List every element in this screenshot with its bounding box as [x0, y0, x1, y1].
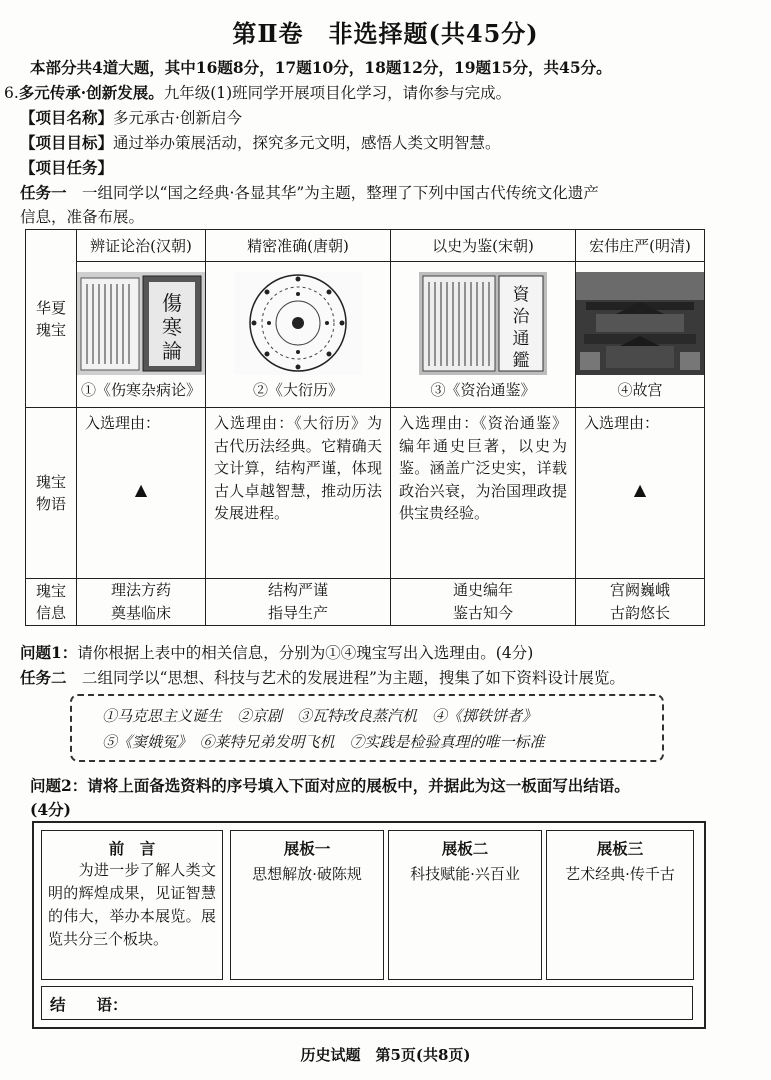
zizhi-tongjian-image	[419, 272, 547, 375]
info-cell-4: 宫阙巍峨 古韵悠长	[576, 579, 705, 626]
treasure-cell-4	[576, 262, 705, 408]
heritage-table	[25, 229, 705, 626]
materials-row-1: ①马克思主义诞生 ②京剧 ③瓦特改良蒸汽机 ④《掷铁饼者》	[102, 707, 538, 725]
preface-board	[41, 830, 223, 980]
shanghan-book-image	[77, 272, 205, 375]
project-goal: 【项目目标】通过举办策展活动，探究多元文明，感悟人类文明智慧。	[20, 133, 501, 152]
caption-dayan: ②《大衍历》	[252, 381, 343, 399]
board-3[interactable]	[546, 830, 694, 980]
info-cell-3: 通史编年 鉴古知今	[391, 579, 576, 626]
svg-text:鑑: 鑑	[512, 351, 530, 371]
board-3-subtitle: 艺术经典·传千古	[565, 865, 675, 883]
board-1-title: 展板一	[283, 839, 331, 858]
preface-text: 为进一步了解人类文明的辉煌成果，见证智慧的伟大，举办本展览。展览共分三个板块。	[48, 861, 216, 948]
svg-text:通: 通	[512, 329, 530, 349]
reason-cell-1: 入选理由： ▲	[77, 408, 206, 579]
info-cell-2: 结构严谨 指导生产	[206, 579, 391, 626]
question-1: 问题1：请你根据上表中的相关信息，分别为①④瑰宝写出入选理由。(4分)	[20, 643, 534, 662]
reason-cell-2: 入选理由：《大衍历》为古代历法经典。它精确天文计算，结构严谨，体现古人卓越智慧，推动历法发展进程。	[206, 408, 391, 579]
treasure-cell-3	[391, 262, 576, 408]
caption-gugong: ④故宫	[617, 381, 663, 399]
shanghan-img-text: 傷	[162, 291, 182, 315]
task1-text: 任务一 一组同学以“国之经典·各显其华”为主题，整理了下列中国古代传统文化遗产	[20, 183, 599, 202]
svg-text:資: 資	[512, 285, 530, 305]
task2-text: 任务二 二组同学以“思想、科技与艺术的发展进程”为主题，搜集了如下资料设计展览。	[20, 668, 625, 687]
section-title: 第Ⅱ卷 非选择题(共45分)	[232, 19, 539, 48]
row-head-story: 瑰宝物语	[26, 408, 77, 579]
svg-text:論: 論	[162, 339, 182, 363]
svg-text:治: 治	[512, 307, 530, 327]
board-1[interactable]	[230, 830, 384, 980]
board-2-title: 展板二	[441, 839, 489, 858]
materials-row-2: ⑤《窦娥冤》 ⑥莱特兄弟发明飞机 ⑦实践是检验真理的唯一标准	[102, 733, 545, 751]
page-footer: 历史试题 第5页(共8页)	[300, 1046, 471, 1064]
row-head-treasure: 华夏瑰宝	[26, 230, 77, 408]
section-intro: 本部分共4道大题，其中16题8分，17题10分，18题12分，19题15分，共45分。	[30, 58, 612, 77]
forbidden-city-image	[576, 272, 704, 375]
board-2-subtitle: 科技赋能·兴百业	[410, 865, 520, 883]
preface-title: 前 言	[108, 839, 156, 858]
project-tasks-label: 【项目任务】	[20, 158, 114, 177]
question-16-stem: 6.多元传承·创新发展。九年级(1)班同学开展项目化学习，请你参与完成。	[4, 83, 512, 102]
project-name: 【项目名称】多元承古·创新启今	[20, 108, 242, 127]
caption-shanghan: ①《伤寒杂病论》	[80, 381, 201, 399]
caption-zizhi: ③《资治通鉴》	[430, 381, 536, 399]
question-2-score: (4分)	[30, 800, 71, 819]
task1-text-cont: 信息，准备布展。	[20, 208, 145, 226]
conclusion-field[interactable]	[41, 986, 693, 1020]
board-2[interactable]	[388, 830, 542, 980]
treasure-cell-2	[206, 262, 391, 408]
col-header-tang: 精密准确(唐朝)	[206, 230, 391, 262]
col-header-mingqing: 宏伟庄严(明清)	[576, 230, 705, 262]
dayan-calendar-image	[234, 272, 362, 375]
col-header-song: 以史为鉴(宋朝)	[391, 230, 576, 262]
question-2: 问题2：请将上面备选资料的序号填入下面对应的展板中，并据此为这一板面写出结语。	[30, 776, 630, 795]
reason-cell-4: 入选理由： ▲	[576, 408, 705, 579]
col-header-han: 辨证论治(汉朝)	[77, 230, 206, 262]
materials-box	[70, 694, 664, 762]
conclusion-label: 结 语：	[50, 995, 128, 1014]
answer-blank-1: ▲	[134, 479, 148, 499]
svg-text:寒: 寒	[162, 315, 182, 339]
row-head-info: 瑰宝信息	[26, 579, 77, 626]
board-3-title: 展板三	[596, 839, 644, 858]
treasure-cell-1	[77, 262, 206, 408]
reason-cell-3: 入选理由：《资治通鉴》编年通史巨著，以史为鉴。涵盖广泛史实，详载政治兴衰，为治国理政提供宝贵经验。	[391, 408, 576, 579]
exhibition-boards	[32, 821, 706, 1029]
info-cell-1: 理法方药 奠基临床	[77, 579, 206, 626]
answer-blank-4: ▲	[633, 479, 647, 499]
board-1-subtitle: 思想解放·破陈规	[252, 865, 362, 883]
